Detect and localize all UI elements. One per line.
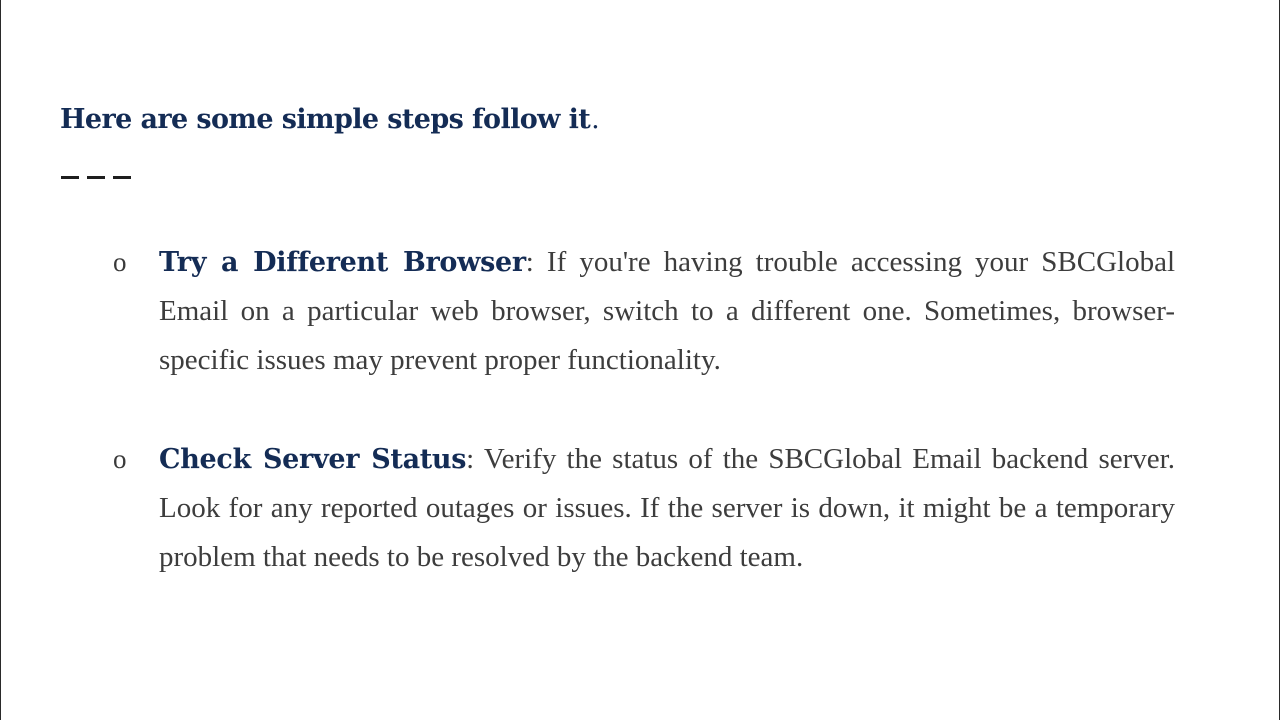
divider-dash bbox=[113, 176, 131, 179]
bullet-marker: o bbox=[113, 247, 127, 277]
bullet-body: Verify the status of the SBCGlobal Email backend server. Look for any reported outages or issues. If the server is down, it might be a temporary problem that needs to be resolved by the backend team. bbox=[159, 443, 1175, 573]
bullet-term: Try a Different Browser bbox=[159, 247, 526, 278]
divider-dash bbox=[61, 176, 79, 179]
bullet-paragraph bbox=[159, 238, 1175, 385]
divider-dash bbox=[87, 176, 105, 179]
heading-period: . bbox=[591, 104, 600, 135]
slide-heading bbox=[60, 104, 599, 135]
bullet-paragraph bbox=[159, 435, 1175, 582]
bullet-marker: o bbox=[113, 444, 127, 474]
bullet-separator: : bbox=[466, 443, 475, 475]
bullet-list bbox=[109, 238, 1175, 632]
heading-text: Here are some simple steps follow it bbox=[60, 104, 591, 135]
bullet-term: Check Server Status bbox=[159, 444, 467, 475]
bullet-separator: : bbox=[525, 246, 534, 278]
bullet-body: If you're having trouble accessing your SBCGlobal Email on a particular web browser, switch to a different one. Sometimes, browser-specific issues may prevent proper functionality. bbox=[159, 246, 1176, 376]
bullet-item-check-server-status bbox=[109, 435, 1175, 582]
heading-divider bbox=[61, 176, 131, 179]
bullet-item-try-different-browser bbox=[109, 238, 1175, 385]
